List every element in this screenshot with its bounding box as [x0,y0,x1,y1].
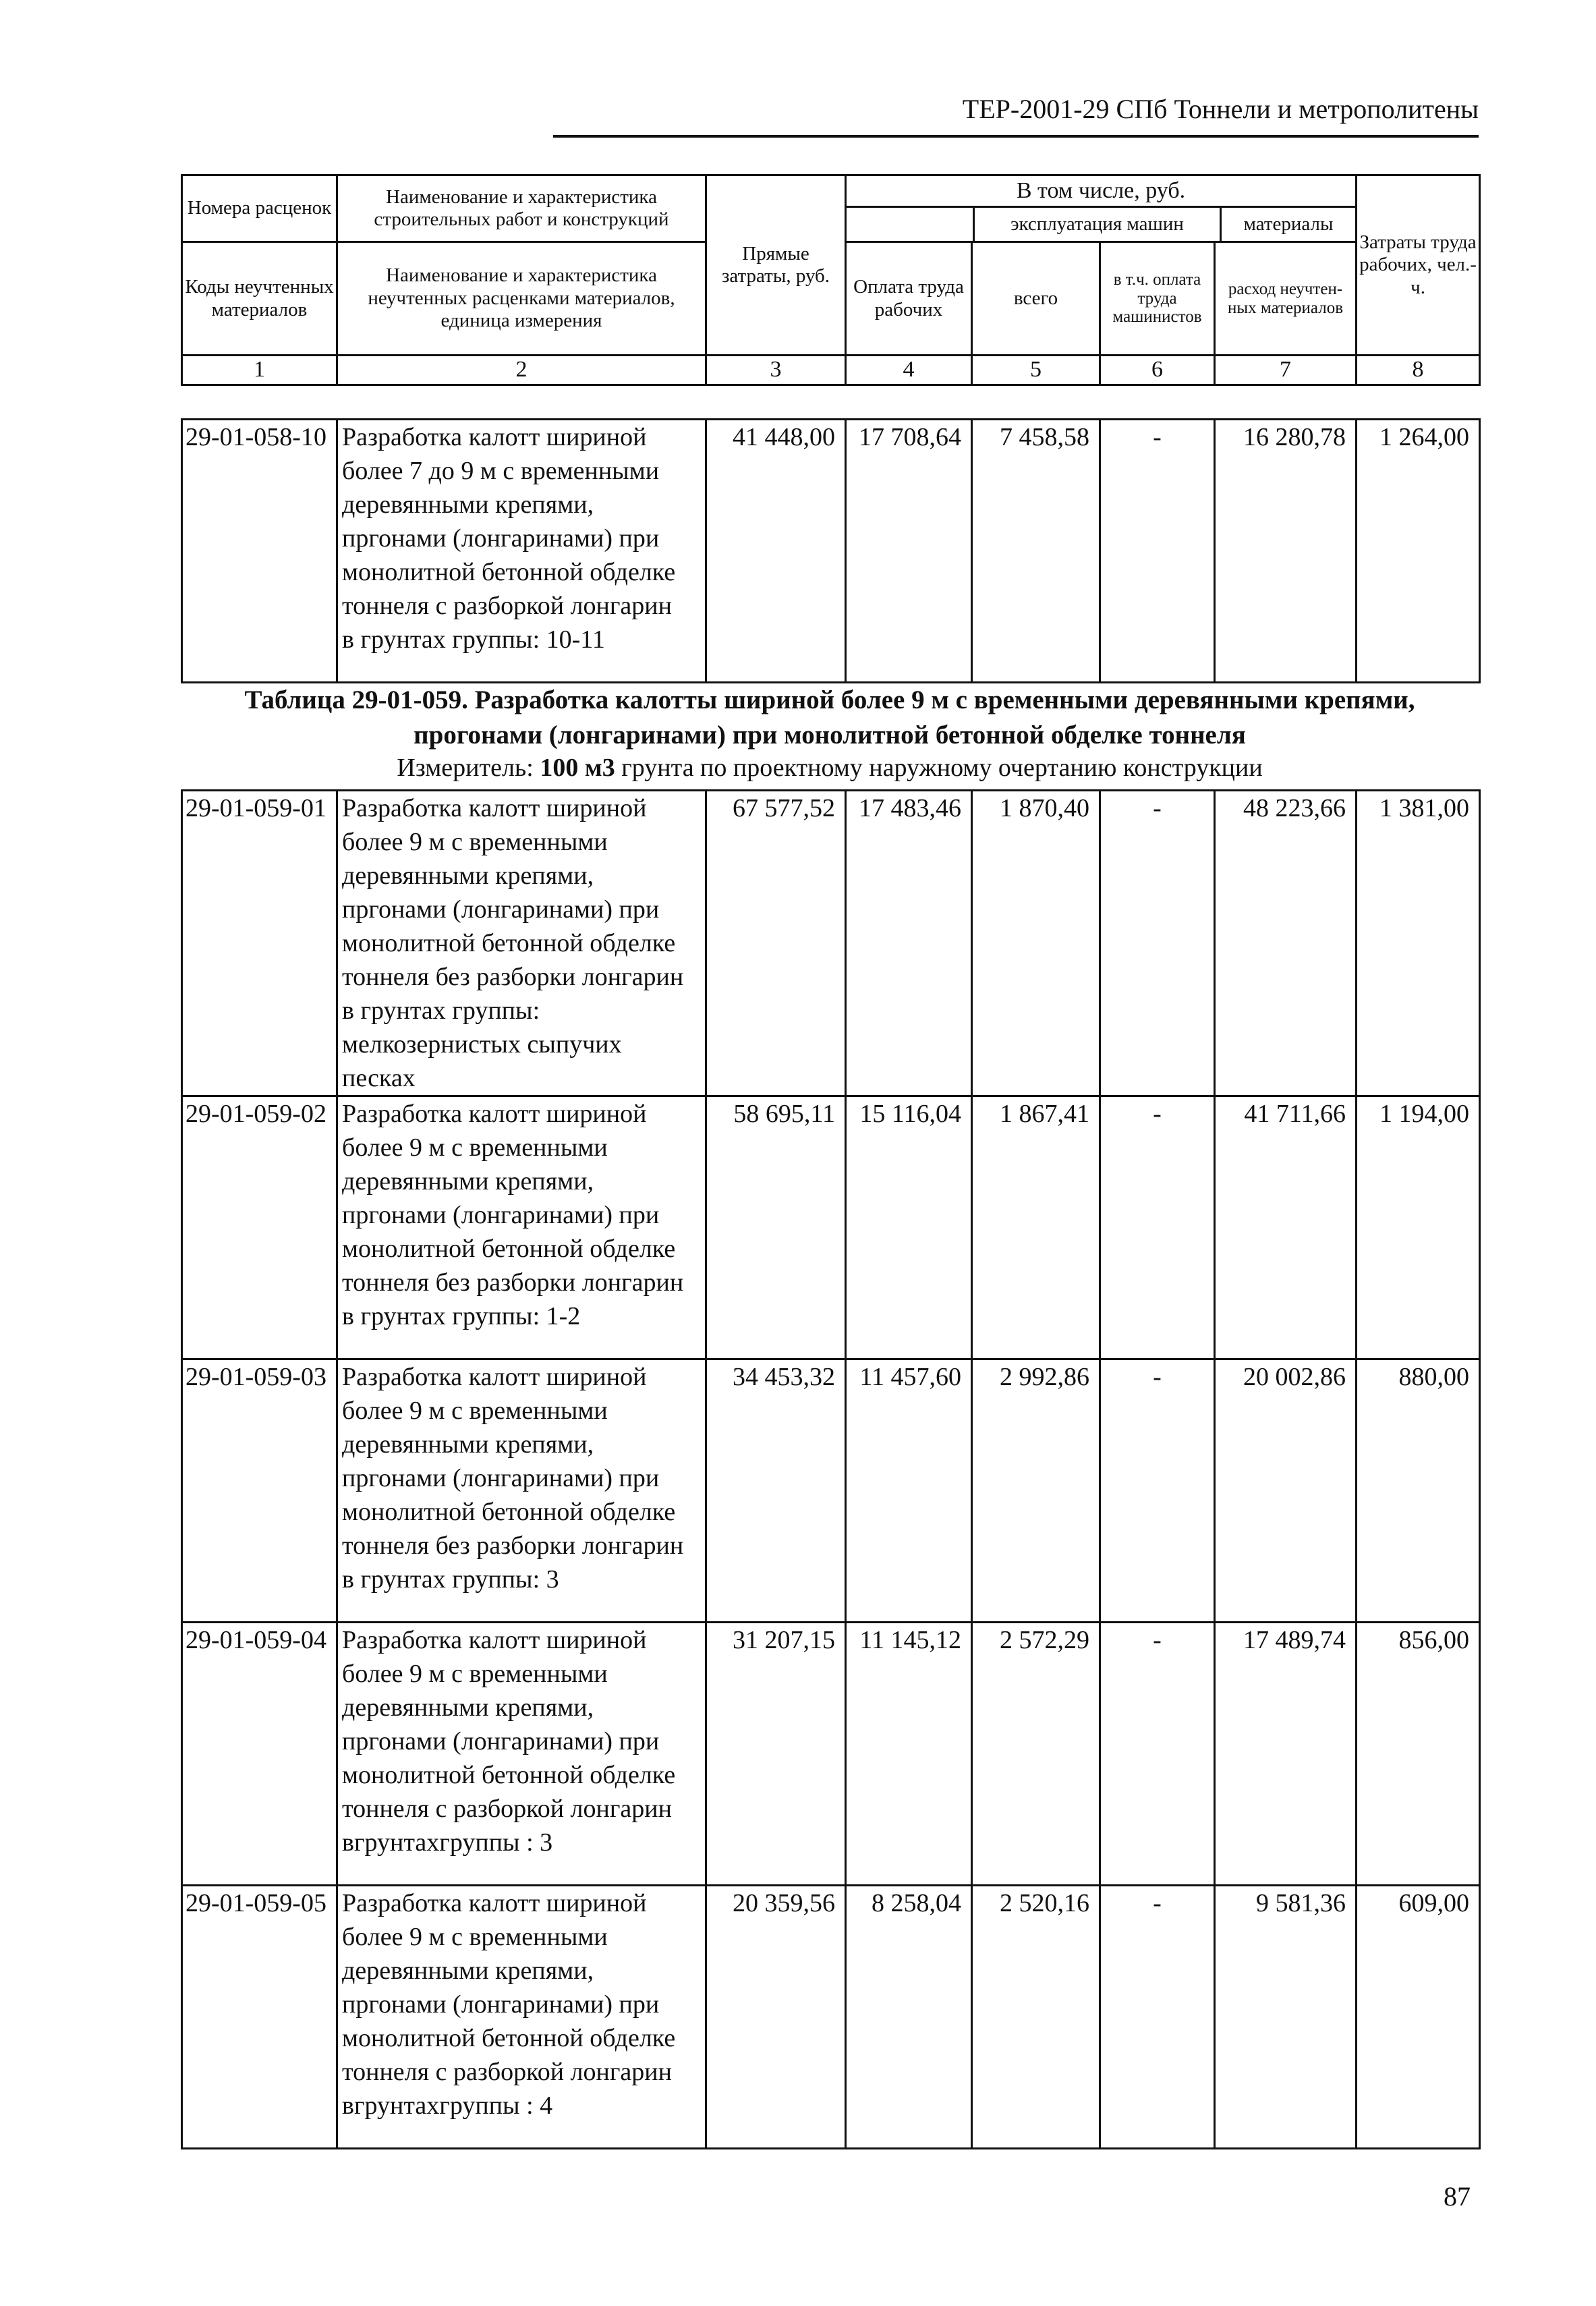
direct-costs: 34 453,32 [706,1359,846,1623]
description-line: Разработка калотт шириной [342,794,647,822]
machinists-wages: - [1100,791,1215,1096]
description-line: пргонами (лонгаринами) при [342,1464,660,1492]
work-description [337,1886,706,2149]
column-number: 2 [337,356,706,385]
machinists-wages: - [1100,1886,1215,2149]
column-header-table [181,174,1481,386]
description-line: монолитной бетонной обделке [342,929,676,957]
header-including: В том числе, руб. [847,176,1355,208]
table-unit [181,753,1479,783]
materials-cost: 9 581,36 [1215,1886,1357,2149]
unit-description: грунта по проектному наружному очертанию конструкции [621,754,1263,782]
table-row [182,791,1480,1096]
description-line: монолитной бетонной обделке [342,1498,676,1526]
machinists-wages: - [1100,420,1215,683]
labor-wages: 17 483,46 [846,791,972,1096]
description-line: более 9 м с временными [342,1923,608,1951]
labor-wages: 8 258,04 [846,1886,972,2149]
header-materials: материалы [1243,213,1334,235]
description-line: монолитной бетонной обделке [342,558,676,586]
rate-code: 29-01-059-01 [182,791,337,1096]
description-line: деревянными крепями, [342,1693,594,1722]
labor-hours: 1 381,00 [1357,791,1480,1096]
rate-code: 29-01-058-10 [182,420,337,683]
unit-label: Измеритель: [397,754,534,782]
column-number: 8 [1357,356,1480,385]
labor-wages: 11 145,12 [846,1623,972,1886]
rate-code: 29-01-059-05 [182,1886,337,2149]
rate-code: 29-01-059-03 [182,1359,337,1623]
description-line: более 9 м с временными [342,1397,608,1425]
direct-costs: 20 359,56 [706,1886,846,2149]
description-line: тоннеля с разборкой лонгарин [342,1795,672,1823]
machines-total: 2 992,86 [972,1359,1100,1623]
work-description [337,1623,706,1886]
table-row [182,1623,1480,1886]
description-line: более 9 м с временными [342,1660,608,1688]
title-underline [553,135,1479,138]
description-line: пргонами (лонгаринами) при [342,895,660,924]
rate-code: 29-01-059-02 [182,1096,337,1359]
description-line: мелкозернистых сыпучих [342,1030,622,1059]
description-line: пргонами (лонгаринами) при [342,524,660,553]
table-row [182,420,1480,683]
header-labor-hours: Затраты труда рабочих, чел.-ч. [1357,175,1480,356]
machines-total: 1 867,41 [972,1096,1100,1359]
document-title: ТЕР-2001-29 СПб Тоннели и метрополитены [962,94,1479,124]
header-machines-total: всего [972,242,1100,356]
description-line: деревянными крепями, [342,1167,594,1196]
column-number: 5 [972,356,1100,385]
description-line: Разработка калотт шириной [342,1363,647,1391]
header-name-bottom: Наименование и характеристика неучтенных расценками материалов, единица измерения [337,242,706,356]
labor-hours: 1 264,00 [1357,420,1480,683]
machinists-wages: - [1100,1359,1215,1623]
description-line: в грунтах группы: [342,996,540,1025]
table-row [182,1886,1480,2149]
description-line: вгрунтахгруппы : 4 [342,2091,553,2120]
description-line: Разработка калотт шириной [342,1100,647,1128]
work-description [337,1359,706,1623]
labor-hours: 856,00 [1357,1623,1480,1886]
description-line: тоннеля с разборкой лонгарин [342,2058,672,2086]
description-line: в грунтах группы: 3 [342,1565,559,1594]
header-code-top: Номера расценок [182,175,337,242]
description-line: более 9 м с временными [342,828,608,856]
labor-wages: 17 708,64 [846,420,972,683]
direct-costs: 67 577,52 [706,791,846,1096]
description-line: пргонами (лонгаринами) при [342,1201,660,1229]
header-name-top: Наименование и характеристика строительных работ и конструкций [337,175,706,242]
description-line: более 9 м с временными [342,1133,608,1162]
materials-cost: 17 489,74 [1215,1623,1357,1886]
description-line: тоннеля с разборкой лонгарин [342,592,672,620]
machines-total: 1 870,40 [972,791,1100,1096]
labor-hours: 1 194,00 [1357,1096,1480,1359]
description-line: тоннеля без разборки лонгарин [342,1268,684,1297]
description-line: песках [342,1064,416,1092]
column-number: 6 [1100,356,1215,385]
prev-table [181,418,1481,683]
materials-cost: 16 280,78 [1215,420,1357,683]
description-line: монолитной бетонной обделке [342,2024,676,2052]
table-title: Таблица 29-01-059. Разработка калотты шириной более 9 м с временными деревянными крепями, прогонами (лонгаринами) при монолитной бетонной обделке тоннеля [244,685,1415,750]
description-line: деревянными крепями, [342,1957,594,1985]
direct-costs: 58 695,11 [706,1096,846,1359]
unit-value: 100 м3 [540,754,615,782]
column-number: 7 [1215,356,1357,385]
machines-total: 2 520,16 [972,1886,1100,2149]
description-line: тоннеля без разборки лонгарин [342,963,684,991]
direct-costs: 41 448,00 [706,420,846,683]
materials-cost: 20 002,86 [1215,1359,1357,1623]
header-machinists-wages: в т.ч. оплата труда машинистов [1100,242,1215,356]
description-line: деревянными крепями, [342,1430,594,1459]
header-code-bottom: Коды неучтенных материалов [182,242,337,356]
description-line: более 7 до 9 м с временными [342,457,660,485]
column-number: 1 [182,356,337,385]
description-line: монолитной бетонной обделке [342,1761,676,1789]
machinists-wages: - [1100,1623,1215,1886]
rate-code: 29-01-059-04 [182,1623,337,1886]
header-labor-wages: Оплата труда рабочих [846,242,972,356]
header-including-group [846,175,1357,242]
description-line: пргонами (лонгаринами) при [342,1727,660,1755]
header-materials-unaccounted: расход неучтен-ных материалов [1215,242,1357,356]
materials-cost: 48 223,66 [1215,791,1357,1096]
page-number: 87 [1444,2181,1471,2212]
table-row [182,1359,1480,1623]
column-number: 4 [846,356,972,385]
description-line: пргонами (лонгаринами) при [342,1990,660,2019]
description-line: деревянными крепями, [342,862,594,890]
machines-total: 7 458,58 [972,420,1100,683]
work-description [337,1096,706,1359]
description-line: в грунтах группы: 1-2 [342,1302,581,1330]
table-059 [181,789,1481,2149]
machinists-wages: - [1100,1096,1215,1359]
labor-wages: 11 457,60 [846,1359,972,1623]
header-machines: эксплуатация машин [975,208,1222,241]
description-line: деревянными крепями, [342,490,594,519]
direct-costs: 31 207,15 [706,1623,846,1886]
description-line: Разработка калотт шириной [342,423,647,451]
description-line: в грунтах группы: 10-11 [342,625,605,654]
labor-hours: 609,00 [1357,1886,1480,2149]
description-line: Разработка калотт шириной [342,1626,647,1654]
work-description [337,791,706,1096]
column-number: 3 [706,356,846,385]
description-line: тоннеля без разборки лонгарин [342,1531,684,1560]
machines-total: 2 572,29 [972,1623,1100,1886]
labor-hours: 880,00 [1357,1359,1480,1623]
description-line: Разработка калотт шириной [342,1889,647,1917]
header-direct-costs: Прямые затраты, руб. [706,175,846,356]
table-row [182,1096,1480,1359]
work-description [337,420,706,683]
description-line: вгрунтахгруппы : 3 [342,1828,553,1857]
materials-cost: 41 711,66 [1215,1096,1357,1359]
labor-wages: 15 116,04 [846,1096,972,1359]
description-line: монолитной бетонной обделке [342,1235,676,1263]
